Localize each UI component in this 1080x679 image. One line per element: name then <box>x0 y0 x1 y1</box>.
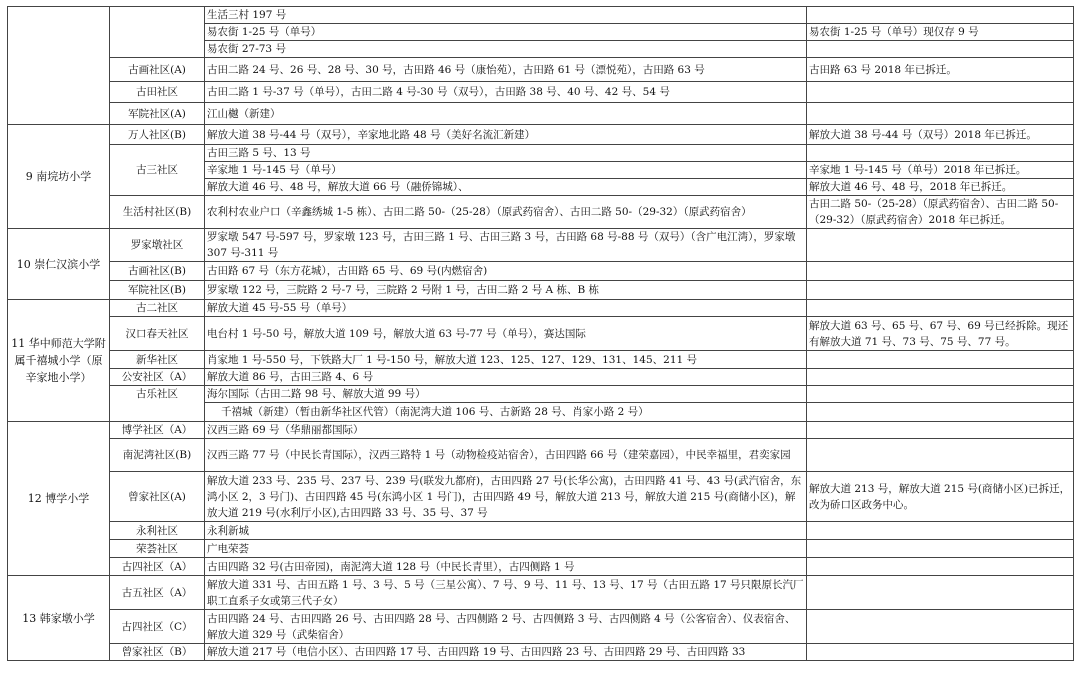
community-cell: 永利社区 <box>110 522 205 540</box>
table-row <box>8 262 1074 281</box>
community-cell: 生活村社区(B) <box>110 196 205 229</box>
address-cell: 古田四路 24 号、古田四路 26 号、古田四路 28 号、古四侧路 2 号、古四侧路 3 号、古四侧路 4 号（公客宿舍）、仪表宿舍、解放大道 329 号（武柴宿舍） <box>205 610 807 644</box>
table-row <box>8 644 1074 661</box>
address-cell: 古田二路 24 号、26 号、28 号、30 号，古田路 46 号（康怡苑），古田路 61 号（漂悦苑），古田路 63 号 <box>205 58 807 82</box>
address-cell: 古田二路 1 号-37 号（单号），古田二路 4 号-30 号（双号），古田路 38 号、40 号、42 号、54 号 <box>205 82 807 103</box>
table-row <box>8 58 1074 82</box>
school-cell: 10 崇仁汉滨小学 <box>8 229 110 300</box>
address-cell: 生活三村 197 号 <box>205 7 807 24</box>
table-row <box>8 317 1074 351</box>
note-cell <box>807 386 1074 403</box>
address-cell: 古田三路 5 号、13 号 <box>205 145 807 162</box>
note-cell <box>807 540 1074 558</box>
address-cell: 千禧城（新建）（暂由新华社区代管）（南泥湾大道 106 号、古新路 28 号、肖家小路 2 号） <box>205 403 807 422</box>
table-row <box>8 82 1074 103</box>
address-cell: 解放大道 217 号（电信小区）、古田四路 17 号、古田四路 19 号、古田四路 23 号、古田四路 29 号、古田四路 33 <box>205 644 807 661</box>
note-cell <box>807 82 1074 103</box>
note-cell <box>807 281 1074 300</box>
school-cell: 9 南垸坊小学 <box>8 125 110 229</box>
table-row <box>8 351 1074 369</box>
note-cell <box>807 439 1074 472</box>
note-cell: 易农街 1-25 号（单号）现仅存 9 号 <box>807 24 1074 41</box>
address-cell: 广电荣荟 <box>205 540 807 558</box>
note-cell <box>807 41 1074 58</box>
address-cell: 农利村农业户口（辛鑫绣城 1-5 栋）、古田二路 50-（25-28）（原武药宿舍）、古田二路 50-（29-32）（原武药宿舍） <box>205 196 807 229</box>
address-cell: 罗家墩 122 号，三院路 2 号-7 号，三院路 2 号附 1 号，古田二路 2 号 A 栋、B 栋 <box>205 281 807 300</box>
table-row <box>8 7 1074 24</box>
note-cell <box>807 369 1074 386</box>
note-cell: 解放大道 213 号，解放大道 215 号(商储小区)已拆迁，改为硚口区政务中心。 <box>807 472 1074 522</box>
address-cell: 电台村 1 号-50 号，解放大道 109 号，解放大道 63 号-77 号（单号），赛达国际 <box>205 317 807 351</box>
address-cell: 解放大道 233 号、235 号、237 号、239 号(联发九都府)，古田四路 27 号(长华公寓)，古田四路 41 号、43 号(武汽宿舍，东鸿小区 2，3 号门)、古田四路 45 号(东鸿小区 1 号门)，古田四路 49 号，解放大道 213 号，解放大道 215 号(商储小区)，解放大道 219 号(水利厅小区),古田四路 33 号、35 号、37 号 <box>205 472 807 522</box>
community-cell: 古四社区（C） <box>110 610 205 644</box>
school-cell: 11 华中师范大学附属千禧城小学（原辛家地小学） <box>8 300 110 422</box>
table-row <box>8 610 1074 644</box>
community-cell: 古三社区 <box>110 145 205 196</box>
address-cell: 江山樾（新建） <box>205 103 807 125</box>
note-cell <box>807 558 1074 576</box>
community-cell: 古画社区(A) <box>110 58 205 82</box>
community-cell: 罗家墩社区 <box>110 229 205 262</box>
note-cell <box>807 300 1074 317</box>
community-cell: 古乐社区 <box>110 386 205 422</box>
note-cell <box>807 262 1074 281</box>
district-table <box>7 6 1074 661</box>
table-row <box>8 576 1074 610</box>
address-cell: 汉西三路 69 号（华鼎丽都国际） <box>205 422 807 439</box>
community-cell: 曾家社区(A) <box>110 472 205 522</box>
table-row <box>8 369 1074 386</box>
community-cell: 荣荟社区 <box>110 540 205 558</box>
community-cell: 公安社区（A） <box>110 369 205 386</box>
community-cell: 万人社区(B) <box>110 125 205 145</box>
table-row <box>8 229 1074 262</box>
note-cell <box>807 422 1074 439</box>
address-cell: 古田路 67 号（东方花城），古田路 65 号、69 号(内燃宿舍) <box>205 262 807 281</box>
school-cell: 12 博学小学 <box>8 422 110 576</box>
address-cell: 解放大道 86 号，古田三路 4、6 号 <box>205 369 807 386</box>
table-row <box>8 300 1074 317</box>
note-cell <box>807 522 1074 540</box>
note-cell <box>807 145 1074 162</box>
table-row <box>8 196 1074 229</box>
note-cell: 解放大道 63 号、65 号、67 号、69 号已经拆除。现还有解放大道 71 号、73 号、75 号、77 号。 <box>807 317 1074 351</box>
community-cell: 军院社区(A) <box>110 103 205 125</box>
address-cell: 解放大道 38 号-44 号（双号），辛家地北路 48 号（美好名流汇新建） <box>205 125 807 145</box>
school-cell: 13 韩家墩小学 <box>8 576 110 661</box>
address-cell: 解放大道 331 号、古田五路 1 号、3 号、5 号（三星公寓）、7 号、9 号、11 号、13 号、17 号（古田五路 17 号只限原长汽厂职工直系子女或第三代子女） <box>205 576 807 610</box>
note-cell: 解放大道 38 号-44 号（双号）2018 年已拆迁。 <box>807 125 1074 145</box>
community-cell: 南泥湾社区(B) <box>110 439 205 472</box>
address-cell: 永利新城 <box>205 522 807 540</box>
note-cell: 古田二路 50-（25-28）（原武药宿舍）、古田二路 50-（29-32）（原武药宿舍）2018 年已拆迁。 <box>807 196 1074 229</box>
school-cell <box>8 7 110 125</box>
table-row <box>8 386 1074 403</box>
address-cell: 易农街 27-73 号 <box>205 41 807 58</box>
note-cell <box>807 229 1074 262</box>
table-row <box>8 540 1074 558</box>
community-cell: 军院社区(B) <box>110 281 205 300</box>
address-cell: 海尔国际（古田二路 98 号、解放大道 99 号） <box>205 386 807 403</box>
community-cell: 古画社区(B) <box>110 262 205 281</box>
table-row <box>8 125 1074 145</box>
community-cell: 新华社区 <box>110 351 205 369</box>
note-cell <box>807 576 1074 610</box>
table-row <box>8 145 1074 162</box>
note-cell <box>807 644 1074 661</box>
community-cell: 古田社区 <box>110 82 205 103</box>
address-cell: 汉西三路 77 号（中民长青国际），汉西三路特 1 号（动物检疫站宿舍），古田四路 66 号（建荣嘉园），中民幸福里，君奕家园 <box>205 439 807 472</box>
note-cell: 辛家地 1 号-145 号（单号）2018 年已拆迁。 <box>807 162 1074 179</box>
table-row <box>8 422 1074 439</box>
note-cell <box>807 610 1074 644</box>
address-cell: 解放大道 46 号、48 号，解放大道 66 号（融侨锦城）、 <box>205 179 807 196</box>
note-cell: 古田路 63 号 2018 年已拆迁。 <box>807 58 1074 82</box>
note-cell <box>807 351 1074 369</box>
table-row <box>8 281 1074 300</box>
community-cell <box>110 7 205 58</box>
table-row <box>8 103 1074 125</box>
community-cell: 曾家社区（B） <box>110 644 205 661</box>
table-row <box>8 472 1074 522</box>
community-cell: 博学社区（A） <box>110 422 205 439</box>
address-cell: 辛家地 1 号-145 号（单号） <box>205 162 807 179</box>
address-cell: 古田四路 32 号(古田帝园)，南泥湾大道 128 号（中民长青里），古四侧路 1 号 <box>205 558 807 576</box>
address-cell: 肖家地 1 号-550 号，下铁路大厂 1 号-150 号，解放大道 123、125、127、129、131、145、211 号 <box>205 351 807 369</box>
table-row <box>8 439 1074 472</box>
address-cell: 易农街 1-25 号（单号） <box>205 24 807 41</box>
community-cell: 汉口春天社区 <box>110 317 205 351</box>
note-cell <box>807 7 1074 24</box>
address-cell: 罗家墩 547 号-597 号，罗家墩 123 号，古田三路 1 号、古田三路 3 号，古田路 68 号-88 号（双号）（含广电江湾），罗家墩 307 号-311 号 <box>205 229 807 262</box>
community-cell: 古五社区（A） <box>110 576 205 610</box>
community-cell: 古四社区（A） <box>110 558 205 576</box>
table-row <box>8 558 1074 576</box>
community-cell: 古二社区 <box>110 300 205 317</box>
note-cell <box>807 403 1074 422</box>
address-cell: 解放大道 45 号-55 号（单号） <box>205 300 807 317</box>
note-cell <box>807 103 1074 125</box>
table-row <box>8 522 1074 540</box>
note-cell: 解放大道 46 号、48 号，2018 年已拆迁。 <box>807 179 1074 196</box>
